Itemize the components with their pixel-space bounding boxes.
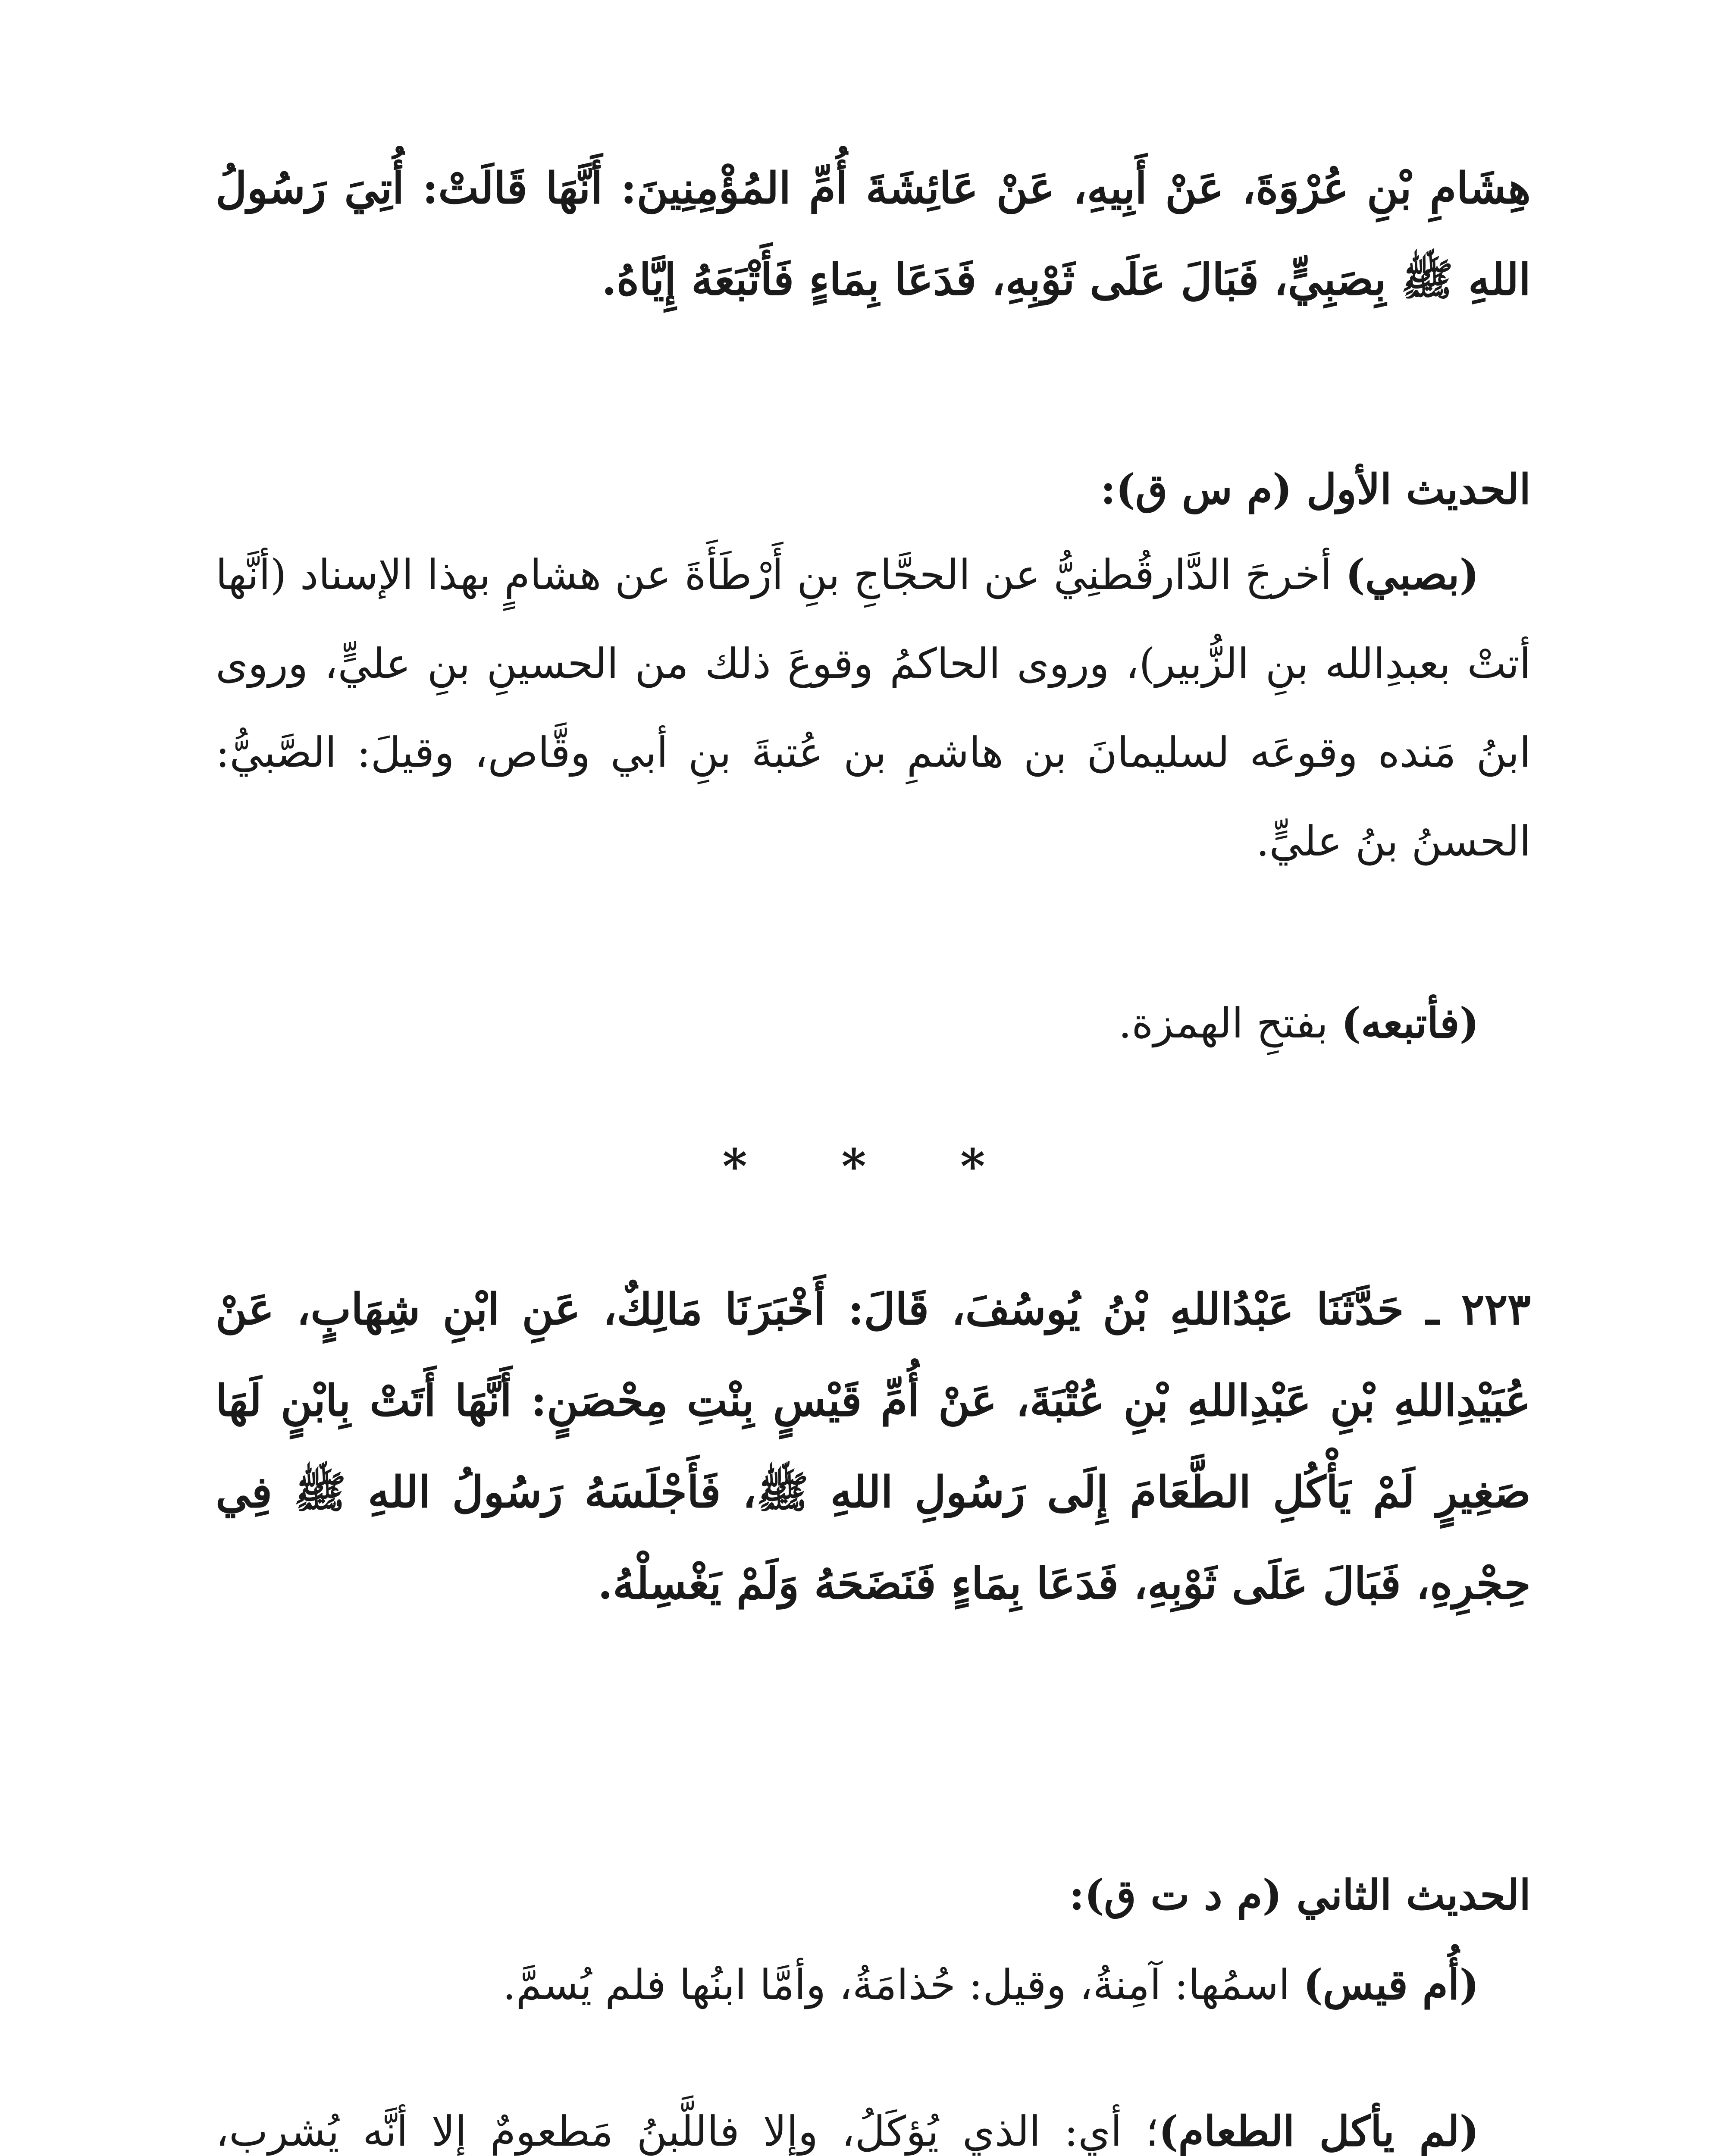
hadith-223-text: ٢٢٣ ـ حَدَّثَنَا عَبْدُاللهِ بْنُ يُوسُفَ، قَالَ: أَخْبَرَنَا مَالِكٌ، عَنِ ابْنِ شِهَابٍ، عَنْ عُبَيْدِاللهِ بْنِ عَبْدِاللهِ بْنِ عُتْبَةَ، عَنْ أُمِّ قَيْسٍ بِنْتِ مِحْصَنٍ: أَنَّهَا أَتَتْ بِابْنٍ لَهَا صَغِيرٍ لَمْ يَأْكُلِ الطَّعَامَ إِلَى رَسُولِ اللهِ ﷺ، فَأَجْلَسَهُ رَسُولُ اللهِ ﷺ فِي حِجْرِهِ، فَبَالَ عَلَى ثَوْبِهِ، فَدَعَا بِمَاءٍ فَنَضَحَهُ وَلَمْ يَغْسِلْهُ. (216, 1284, 1531, 1609)
section-heading-first-hadith: الحديث الأول (م س ق): (1100, 465, 1531, 514)
book-page (216, 0, 1531, 2156)
commentary-term: (فأتبعه) (1341, 999, 1479, 1047)
section-heading-second-hadith: الحديث الثاني (م د ت ق): (1069, 1871, 1531, 1919)
commentary-term: (أُم قيس) (1303, 1960, 1479, 2009)
commentary-term: (لم يأكل الطعام) (1159, 2107, 1479, 2156)
commentary-paragraph-faatbaahu (216, 979, 1531, 1068)
commentary-paragraph-umm-qays (216, 1940, 1531, 2029)
commentary-term: (بصبي) (1345, 550, 1479, 599)
section-separator-stars: * * * (722, 1138, 1024, 1194)
commentary-paragraph-lam-yakul (216, 2087, 1531, 2156)
hadith-continuation: هِشَامِ بْنِ عُرْوَةَ، عَنْ أَبِيهِ، عَنْ عَائِشَةَ أُمِّ المُؤْمِنِينَ: أَنَّهَا قَالَتْ: أُتِيَ رَسُولُ اللهِ ﷺ بِصَبِيٍّ، فَبَالَ عَلَى ثَوْبِهِ، فَدَعَا بِمَاءٍ فَأَتْبَعَهُ إِيَّاهُ. (216, 163, 1531, 305)
commentary-paragraph-bisabi (216, 530, 1531, 886)
commentary-text: أخرجَ الدَّارقُطنِيُّ عن الحجَّاجِ بنِ أَرْطَأَةَ عن هشامٍ بهذا الإسناد (أنَّها أتتْ بعبدِالله بنِ الزُّبير)، وروى الحاكمُ وقوعَ ذلك من الحسينِ بنِ عليٍّ، وروى ابنُ مَنده وقوعَه لسليمانَ بن هاشمِ بن عُتبةَ بنِ أبي وقَّاص، وقيلَ: الصَّبيُّ: الحسنُ بنُ عليٍّ. (216, 551, 1531, 865)
commentary-text: اسمُها: آمِنةُ، وقيل: حُذامَةُ، وأمَّا ابنُها فلم يُسمَّ. (502, 1961, 1304, 2009)
commentary-text: ؛ أي: الذي يُؤكَلُ، وإلا فاللَّبنُ مَطعومٌ إلا أنَّه يُشرب، (216, 2107, 1159, 2156)
commentary-text: بفتحِ الهمزة. (1118, 999, 1341, 1047)
